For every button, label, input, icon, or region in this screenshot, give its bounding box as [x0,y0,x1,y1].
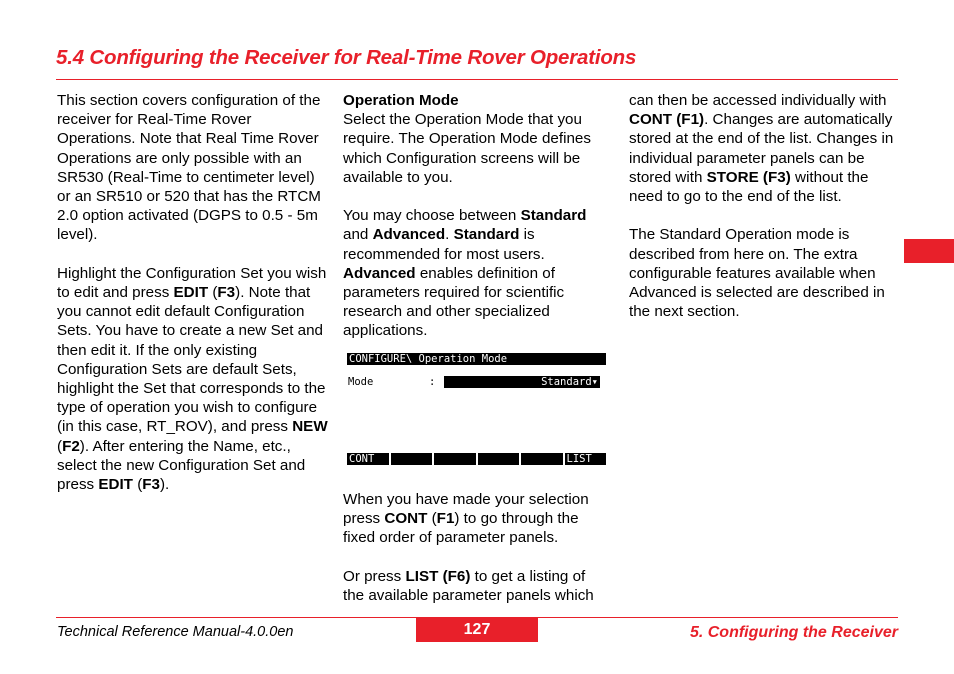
text: Or press [343,567,406,585]
fkey-f5[interactable] [521,453,565,465]
fkey-f6-list[interactable]: LIST [565,453,607,465]
function-key-bar [347,453,606,465]
mode-select[interactable]: Standard▾ [444,376,600,388]
term-advanced: Advanced [343,264,416,282]
key-new: NEW [292,418,328,436]
edit-instructions-paragraph [57,264,329,494]
key-f1: F1 [436,510,455,528]
column-2 [343,91,609,360]
chapter-name: 5. Configuring the Receiver [689,624,898,641]
section-title: 5.4 Configuring the Receiver for Real-Time Rover Operations [56,46,637,69]
chapter-tab-marker [904,239,954,263]
key-f3: F3 [217,284,236,302]
text: ( [427,510,437,528]
text: to get a listing of the available parameter panels which [343,567,594,604]
key-list: LIST (F6) [405,567,471,585]
text: ). After entering the Name, etc., select the new Configuration Set and press [57,437,306,494]
term-advanced: Advanced [372,226,446,244]
mode-label: Mode [348,376,374,388]
text: is recommended for most users. [343,226,545,263]
fkey-f3[interactable] [434,453,478,465]
text: ). Note that you cannot edit default Configuration Sets. You have to create a new Set and then edit it. If the only existing Configuration Sets are default Sets, highlight the Set that corresponds to the type of operation you wish to configure (in this case, RT_ROV), and press [57,284,326,436]
fkey-f4[interactable] [478,453,522,465]
text: ). [159,476,170,494]
column-3 [629,91,901,321]
screen-title: CONFIGURE\ Operation Mode [347,353,606,365]
cont-paragraph [343,490,609,548]
column-2-continued [343,490,609,605]
mode-colon: : [429,376,436,388]
text: can then be accessed individually with [629,92,887,109]
standard-mode-paragraph: The Standard Operation mode is described from here on. The extra configurable features available when Advanced is selected are described in the next section. [629,226,885,321]
key-f2: F2 [62,437,80,455]
text: ( [208,284,218,302]
list-paragraph [343,567,609,605]
key-edit: EDIT [173,284,209,302]
text: You may choose between [343,207,521,225]
fkey-f1-cont[interactable]: CONT [347,453,391,465]
text: enables definition of parameters required for scientific research and other specialized applications. [343,264,565,340]
page-number: 127 [416,618,538,642]
term-standard: Standard [520,207,587,225]
text: without the need to go to the end of the list. [629,168,869,206]
heading-text: Operation Mode [343,92,459,109]
key-store-f3: STORE (F3) [706,168,791,186]
key-cont: CONT [384,510,428,528]
operation-mode-heading [343,91,609,110]
key-cont-f1: CONT (F1) [629,111,705,129]
text: Highlight the Configuration Set you wish to edit and press [57,264,327,302]
column-1 [57,91,329,494]
key-edit: EDIT [98,476,133,494]
panels-paragraph [629,91,901,206]
mode-row [347,376,606,388]
text: When you have made your selection press [343,491,589,528]
intro-paragraph: This section covers configuration of the receiver for Real-Time Rover Operations. Note that Real Time Rover Operations are only possible with an SR530 (Real-Time to centimeter level) or an SR510 or 520 that has the RTCM 2.0 option activated (DGPS to 0.5 - 5m level). [57,92,321,244]
text: ( [57,437,63,455]
key-f3: F3 [142,476,160,494]
text: . [445,226,454,244]
text: ( [132,476,143,494]
mode-choice-paragraph [343,206,609,340]
text: ) to go through the fixed order of parameter panels. [343,510,579,547]
text: . Changes are automatically stored at the end of the list. Changes in individual parameter panels can be stored with [629,111,894,186]
receiver-screen [347,353,606,465]
text: and [343,226,373,244]
fkey-f2[interactable] [391,453,435,465]
term-standard: Standard [453,226,520,244]
operation-mode-paragraph: Select the Operation Mode that you require. The Operation Mode defines which Configuration screens will be available to you. [343,111,591,186]
manual-name: Technical Reference Manual-4.0.0en [57,624,294,640]
header-rule [56,79,898,80]
